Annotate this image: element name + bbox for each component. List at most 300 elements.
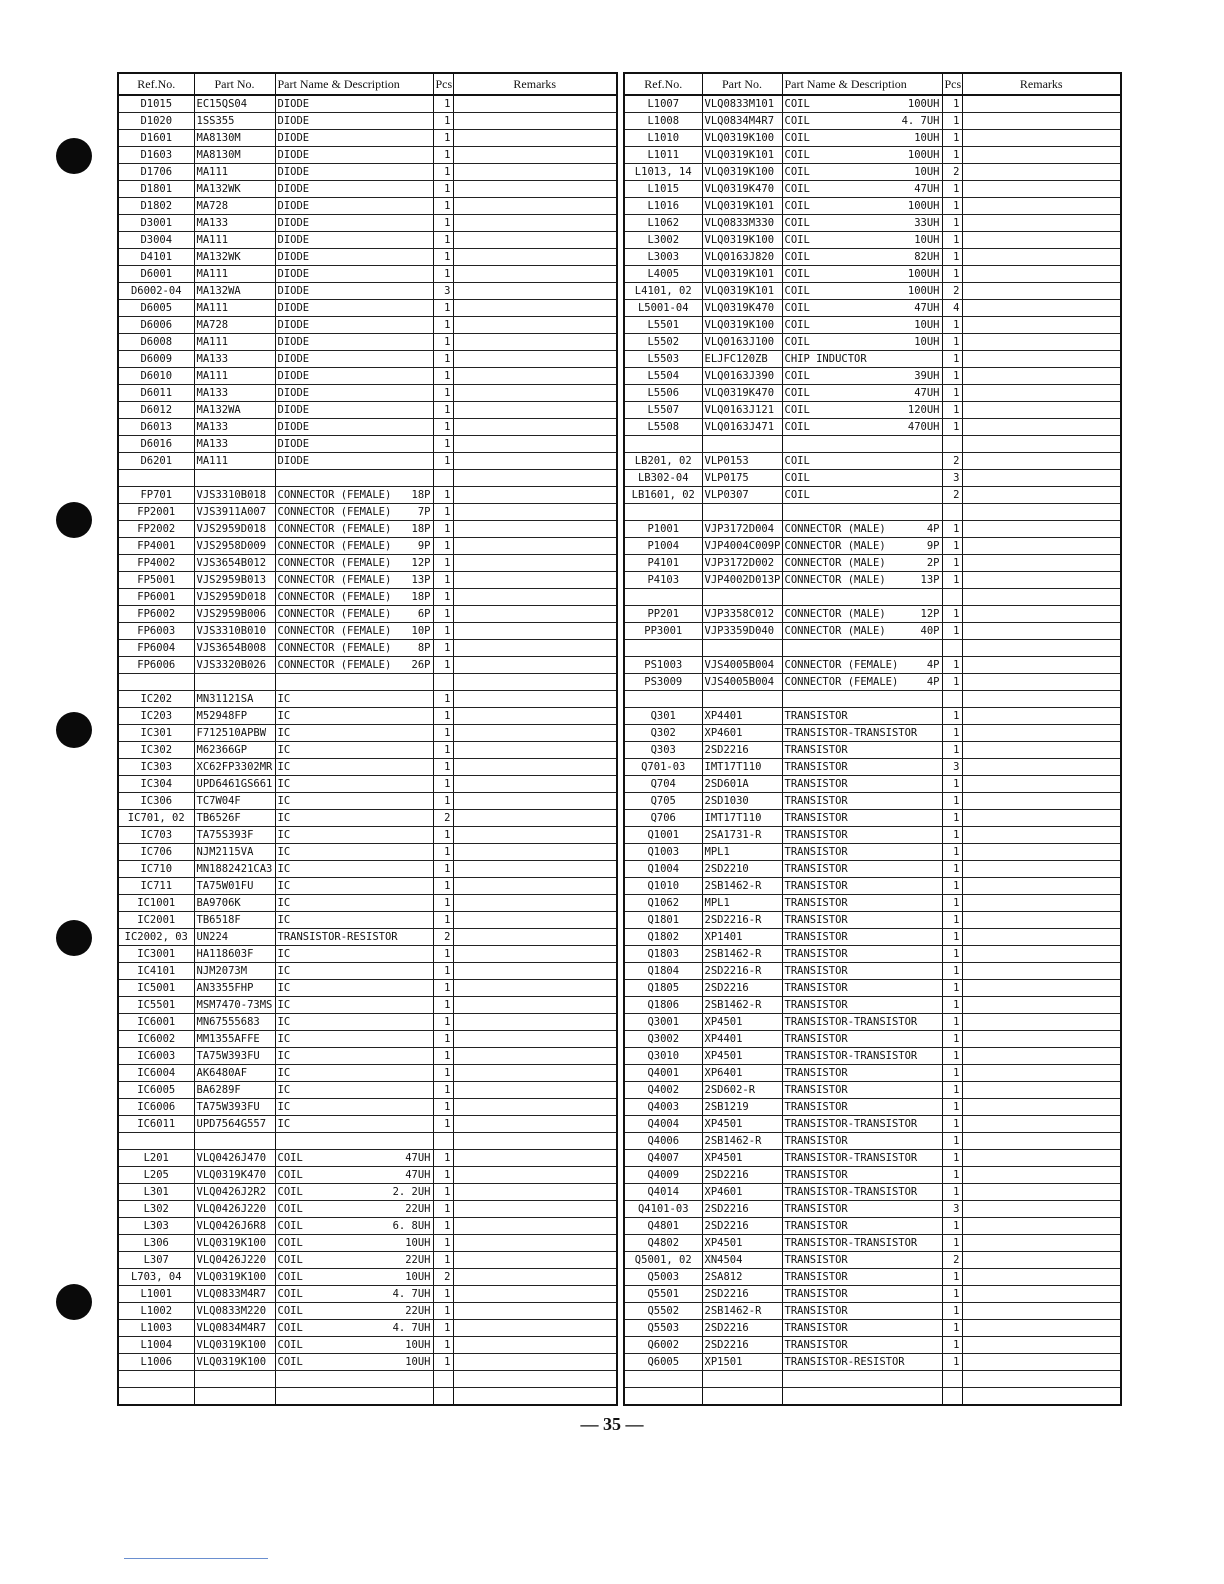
pcs-cell: 1 — [433, 1167, 453, 1184]
part-no-cell: 2SD602-R — [702, 1082, 782, 1099]
remarks-cell — [453, 300, 617, 317]
part-name: IC — [277, 795, 291, 807]
table-row — [118, 368, 617, 385]
pcs-cell: 1 — [433, 419, 453, 436]
table-row — [624, 708, 1121, 725]
part-name: TRANSISTOR — [784, 880, 848, 892]
table-row — [118, 759, 617, 776]
part-name: CONNECTOR (MALE) — [784, 523, 886, 535]
ref-no-cell: IC703 — [118, 827, 194, 844]
table-row — [118, 691, 617, 708]
part-no-cell: 2SD2216 — [702, 1201, 782, 1218]
ref-no-cell: FP2002 — [118, 521, 194, 538]
table-row — [118, 742, 617, 759]
ref-no-cell: D6009 — [118, 351, 194, 368]
part-no-cell: MA728 — [194, 198, 275, 215]
description-cell — [782, 147, 942, 164]
table-row — [118, 1286, 617, 1303]
part-name: COIL — [277, 1254, 303, 1266]
pcs-cell: 1 — [942, 419, 962, 436]
pcs-cell: 1 — [433, 827, 453, 844]
remarks-cell — [962, 589, 1121, 606]
ref-no-cell: LB201, 02 — [624, 453, 702, 470]
ref-no-cell: IC1001 — [118, 895, 194, 912]
pcs-cell — [433, 674, 453, 691]
ref-no-cell: L1003 — [118, 1320, 194, 1337]
ref-no-cell: Q4007 — [624, 1150, 702, 1167]
part-spec: 4P — [926, 523, 940, 535]
part-name: DIODE — [277, 370, 310, 382]
description-cell — [275, 1065, 433, 1082]
part-name: DIODE — [277, 217, 310, 229]
ref-no-cell: D6002-04 — [118, 283, 194, 300]
part-name: DIODE — [277, 404, 310, 416]
pcs-cell: 3 — [942, 470, 962, 487]
description-cell — [782, 181, 942, 198]
ref-no-cell: D6013 — [118, 419, 194, 436]
remarks-cell — [962, 266, 1121, 283]
part-no-cell — [194, 1371, 275, 1388]
ref-no-cell: Q3001 — [624, 1014, 702, 1031]
part-name: CONNECTOR (FEMALE) — [784, 659, 899, 671]
part-no-cell: TA75W393FU — [194, 1048, 275, 1065]
part-name: DIODE — [277, 302, 310, 314]
table-row — [624, 215, 1121, 232]
part-name: COIL — [784, 115, 810, 127]
remarks-header: Remarks — [962, 73, 1121, 95]
table-row — [624, 844, 1121, 861]
description-cell — [275, 1252, 433, 1269]
table-row — [118, 895, 617, 912]
ref-no-cell: Q1806 — [624, 997, 702, 1014]
description-cell — [275, 776, 433, 793]
description-cell — [782, 1218, 942, 1235]
description-cell — [275, 1269, 433, 1286]
ref-no-cell: L301 — [118, 1184, 194, 1201]
part-name: CONNECTOR (MALE) — [784, 574, 886, 586]
description-cell — [275, 147, 433, 164]
table-row — [624, 674, 1121, 691]
pcs-cell: 1 — [433, 521, 453, 538]
description-cell — [782, 827, 942, 844]
pcs-cell: 1 — [942, 946, 962, 963]
remarks-cell — [962, 878, 1121, 895]
ref-no-cell: L5501 — [624, 317, 702, 334]
part-no-cell: VLQ0319K100 — [194, 1235, 275, 1252]
description-cell — [275, 793, 433, 810]
ref-no-cell — [118, 1371, 194, 1388]
table-row — [118, 810, 617, 827]
ref-no-cell — [624, 640, 702, 657]
part-name: COIL — [277, 1305, 303, 1317]
ref-no-cell: IC2001 — [118, 912, 194, 929]
table-row — [624, 1031, 1121, 1048]
remarks-cell — [962, 1048, 1121, 1065]
remarks-cell — [453, 827, 617, 844]
remarks-cell — [453, 1320, 617, 1337]
part-name: IC — [277, 1016, 291, 1028]
description-cell — [782, 385, 942, 402]
description-cell — [782, 1388, 942, 1406]
part-name: COIL — [784, 251, 810, 263]
description-cell — [782, 487, 942, 504]
table-row — [118, 521, 617, 538]
table-row — [118, 538, 617, 555]
part-name: TRANSISTOR — [784, 897, 848, 909]
part-spec: 4P — [926, 676, 940, 688]
pcs-cell: 1 — [942, 1048, 962, 1065]
part-name: IC — [277, 1033, 291, 1045]
remarks-cell — [453, 1099, 617, 1116]
ref-no-cell: IC303 — [118, 759, 194, 776]
remarks-cell — [962, 946, 1121, 963]
binder-hole — [56, 138, 92, 174]
description-cell — [275, 1303, 433, 1320]
part-name: CONNECTOR (FEMALE) — [277, 625, 392, 637]
ref-no-cell: L5504 — [624, 368, 702, 385]
remarks-cell — [453, 674, 617, 691]
description-cell — [782, 1235, 942, 1252]
pcs-cell: 1 — [433, 1150, 453, 1167]
description-cell — [275, 283, 433, 300]
ref-no-cell: Q6002 — [624, 1337, 702, 1354]
pcs-cell: 1 — [433, 266, 453, 283]
part-spec: 120UH — [907, 404, 940, 416]
pcs-cell: 1 — [433, 453, 453, 470]
part-no-cell: MN31121SA — [194, 691, 275, 708]
table-row — [118, 1269, 617, 1286]
remarks-cell — [453, 283, 617, 300]
description-cell — [782, 266, 942, 283]
part-name: COIL — [277, 1169, 303, 1181]
pcs-cell: 2 — [433, 810, 453, 827]
part-no-cell: 2SB1462-R — [702, 997, 782, 1014]
part-no-cell: 2SD2216 — [702, 1320, 782, 1337]
ref-no-cell: IC2002, 03 — [118, 929, 194, 946]
part-no-cell: VJS2959D018 — [194, 589, 275, 606]
remarks-cell — [962, 385, 1121, 402]
pcs-cell: 1 — [942, 1133, 962, 1150]
part-name: COIL — [277, 1288, 303, 1300]
remarks-cell — [962, 1320, 1121, 1337]
remarks-cell — [962, 810, 1121, 827]
part-no-cell — [702, 640, 782, 657]
part-name: DIODE — [277, 421, 310, 433]
pcs-cell: 1 — [942, 1354, 962, 1371]
remarks-cell — [453, 1167, 617, 1184]
ref-no-cell: L5001-04 — [624, 300, 702, 317]
ref-no-cell: L1010 — [624, 130, 702, 147]
ref-no-cell: Q5501 — [624, 1286, 702, 1303]
table-row — [118, 1167, 617, 1184]
description-cell — [275, 946, 433, 963]
remarks-cell — [453, 95, 617, 113]
pcs-cell: 1 — [942, 113, 962, 130]
table-row — [118, 929, 617, 946]
ref-no-cell: Q706 — [624, 810, 702, 827]
table-row — [624, 776, 1121, 793]
remarks-cell — [453, 946, 617, 963]
pcs-cell: 1 — [433, 95, 453, 113]
ref-no-cell — [624, 691, 702, 708]
pcs-cell: 1 — [942, 402, 962, 419]
part-name: COIL — [277, 1271, 303, 1283]
description-cell — [275, 980, 433, 997]
part-no-cell: VJS3654B008 — [194, 640, 275, 657]
description-cell — [275, 963, 433, 980]
part-spec: 100UH — [907, 200, 940, 212]
table-row — [118, 436, 617, 453]
description-cell — [275, 300, 433, 317]
pcs-cell: 1 — [433, 1116, 453, 1133]
part-spec: 100UH — [907, 149, 940, 161]
pcs-cell: 1 — [942, 1082, 962, 1099]
ref-no-cell: IC203 — [118, 708, 194, 725]
table-row — [624, 946, 1121, 963]
part-name: COIL — [784, 421, 810, 433]
description-cell — [275, 1184, 433, 1201]
part-no-cell: XP4601 — [702, 1184, 782, 1201]
part-no-cell: XP4501 — [702, 1150, 782, 1167]
description-cell — [275, 487, 433, 504]
part-no-cell: VJP4002D013P — [702, 572, 782, 589]
remarks-cell — [962, 300, 1121, 317]
description-cell — [782, 232, 942, 249]
description-cell — [782, 317, 942, 334]
part-name: CONNECTOR (FEMALE) — [277, 489, 392, 501]
part-name: IC — [277, 846, 291, 858]
table-row — [624, 487, 1121, 504]
description-cell — [782, 334, 942, 351]
part-no-cell: 2SD1030 — [702, 793, 782, 810]
pcs-cell: 1 — [433, 1031, 453, 1048]
table-row — [118, 657, 617, 674]
part-no-cell: 2SD2216 — [702, 1286, 782, 1303]
description-cell — [782, 95, 942, 113]
table-row — [624, 266, 1121, 283]
remarks-cell — [962, 1150, 1121, 1167]
ref-no-cell: Q1004 — [624, 861, 702, 878]
part-name: DIODE — [277, 438, 310, 450]
part-no-cell: MA132WA — [194, 402, 275, 419]
part-name: DIODE — [277, 115, 310, 127]
ref-no-cell: L4101, 02 — [624, 283, 702, 300]
part-no-cell: VJS3310B018 — [194, 487, 275, 504]
description-cell — [275, 1014, 433, 1031]
ref-no-cell: IC710 — [118, 861, 194, 878]
table-row — [118, 572, 617, 589]
description-cell — [275, 130, 433, 147]
description-cell — [782, 215, 942, 232]
part-no-cell: TB6526F — [194, 810, 275, 827]
part-no-cell — [702, 1371, 782, 1388]
pcs-cell: 1 — [433, 776, 453, 793]
description-cell — [275, 844, 433, 861]
remarks-cell — [453, 385, 617, 402]
table-row — [624, 827, 1121, 844]
remarks-cell — [453, 589, 617, 606]
ref-no-cell — [118, 1133, 194, 1150]
part-no-cell: VLQ0834M4R7 — [194, 1320, 275, 1337]
ref-no-cell: L5507 — [624, 402, 702, 419]
remarks-cell — [453, 164, 617, 181]
part-name: TRANSISTOR — [784, 948, 848, 960]
pcs-cell: 1 — [942, 385, 962, 402]
remarks-cell — [453, 249, 617, 266]
ref-no-cell: IC5001 — [118, 980, 194, 997]
description-cell — [782, 589, 942, 606]
ref-no-cell: FP6001 — [118, 589, 194, 606]
part-no-cell: 2SD2216-R — [702, 963, 782, 980]
remarks-cell — [453, 725, 617, 742]
description-cell — [782, 1201, 942, 1218]
description-cell — [275, 929, 433, 946]
part-name: IC — [277, 778, 291, 790]
table-row — [624, 1201, 1121, 1218]
part-no-cell: VJS3911A007 — [194, 504, 275, 521]
ref-no-cell: Q3002 — [624, 1031, 702, 1048]
part-name: COIL — [784, 302, 810, 314]
pcs-cell: 3 — [942, 1201, 962, 1218]
part-name: DIODE — [277, 98, 310, 110]
part-name: CONNECTOR (FEMALE) — [277, 557, 392, 569]
part-name: TRANSISTOR — [784, 1305, 848, 1317]
ref-no-cell: L1013, 14 — [624, 164, 702, 181]
part-spec: 8P — [417, 642, 431, 654]
ref-no-cell: Q4003 — [624, 1099, 702, 1116]
pcs-cell: 1 — [433, 844, 453, 861]
table-row — [624, 198, 1121, 215]
ref-no-cell: L205 — [118, 1167, 194, 1184]
part-spec: 47UH — [914, 302, 940, 314]
remarks-cell — [962, 1337, 1121, 1354]
remarks-cell — [962, 232, 1121, 249]
part-name: TRANSISTOR — [784, 1203, 848, 1215]
pcs-cell: 1 — [942, 198, 962, 215]
pcs-cell: 1 — [942, 963, 962, 980]
table-row — [118, 198, 617, 215]
part-no-cell: MPL1 — [702, 895, 782, 912]
part-name: TRANSISTOR — [784, 761, 848, 773]
part-no-cell: 1SS355 — [194, 113, 275, 130]
description-cell — [782, 1252, 942, 1269]
part-no-cell: 2SB1219 — [702, 1099, 782, 1116]
remarks-cell — [962, 215, 1121, 232]
pcs-cell: 1 — [942, 95, 962, 113]
remarks-cell — [453, 1150, 617, 1167]
table-row — [624, 300, 1121, 317]
pcs-cell: 1 — [942, 538, 962, 555]
table-row — [118, 997, 617, 1014]
part-spec: 10UH — [405, 1339, 431, 1351]
table-row — [118, 300, 617, 317]
pcs-cell: 1 — [942, 1150, 962, 1167]
description-cell — [782, 759, 942, 776]
description-cell — [782, 623, 942, 640]
ref-no-cell — [118, 1388, 194, 1406]
table-row — [624, 1337, 1121, 1354]
part-no-cell: 2SD2210 — [702, 861, 782, 878]
part-name: CONNECTOR (MALE) — [784, 540, 886, 552]
table-row — [624, 317, 1121, 334]
table-row — [118, 1201, 617, 1218]
part-name: TRANSISTOR — [784, 863, 848, 875]
ref-no-cell: IC302 — [118, 742, 194, 759]
ref-no-cell: D1801 — [118, 181, 194, 198]
part-no-cell: MM1355AFFE — [194, 1031, 275, 1048]
ref-no-cell: Q1805 — [624, 980, 702, 997]
part-no-cell: VLQ0163J471 — [702, 419, 782, 436]
description-cell — [782, 1337, 942, 1354]
ref-no-cell: L1062 — [624, 215, 702, 232]
ref-no-cell: P4101 — [624, 555, 702, 572]
ref-no-cell: D6008 — [118, 334, 194, 351]
remarks-cell — [962, 1286, 1121, 1303]
table-row — [118, 470, 617, 487]
table-row — [118, 232, 617, 249]
remarks-cell — [453, 878, 617, 895]
table-row — [118, 844, 617, 861]
part-name: COIL — [277, 1237, 303, 1249]
ref-no-cell: D3001 — [118, 215, 194, 232]
remarks-cell — [453, 1388, 617, 1406]
description-cell — [782, 1371, 942, 1388]
pcs-cell: 1 — [942, 1320, 962, 1337]
table-row — [624, 1082, 1121, 1099]
description-cell — [782, 351, 942, 368]
description-cell — [782, 691, 942, 708]
part-no-cell: VJP3358C012 — [702, 606, 782, 623]
table-row — [118, 504, 617, 521]
part-name: IC — [277, 693, 291, 705]
description-cell — [275, 351, 433, 368]
description-cell — [782, 402, 942, 419]
part-no-cell: 2SD2216-R — [702, 912, 782, 929]
table-row — [118, 555, 617, 572]
description-cell — [275, 861, 433, 878]
pcs-cell: 1 — [433, 1184, 453, 1201]
part-no-cell: 2SD2216 — [702, 980, 782, 997]
part-name: DIODE — [277, 234, 310, 246]
remarks-cell — [453, 113, 617, 130]
description-cell — [782, 963, 942, 980]
pcs-cell — [942, 589, 962, 606]
table-row — [624, 1388, 1121, 1406]
part-name: COIL — [784, 217, 810, 229]
remarks-cell — [453, 419, 617, 436]
part-no-cell: XN4504 — [702, 1252, 782, 1269]
description-cell — [782, 164, 942, 181]
remarks-cell — [962, 929, 1121, 946]
remarks-cell — [453, 1303, 617, 1320]
ref-no-cell: Q1803 — [624, 946, 702, 963]
pcs-cell: 1 — [942, 895, 962, 912]
remarks-cell — [453, 1235, 617, 1252]
ref-no-cell: D1706 — [118, 164, 194, 181]
remarks-cell — [453, 657, 617, 674]
part-no-cell: VLQ0319K470 — [702, 300, 782, 317]
remarks-cell — [453, 912, 617, 929]
remarks-cell — [453, 1082, 617, 1099]
remarks-cell — [962, 657, 1121, 674]
description-cell — [275, 657, 433, 674]
part-spec: 13P — [920, 574, 940, 586]
part-no-cell: VLQ0833M4R7 — [194, 1286, 275, 1303]
pcs-cell: 1 — [433, 1235, 453, 1252]
part-name: TRANSISTOR — [784, 795, 848, 807]
description-cell — [782, 674, 942, 691]
part-spec: 82UH — [914, 251, 940, 263]
